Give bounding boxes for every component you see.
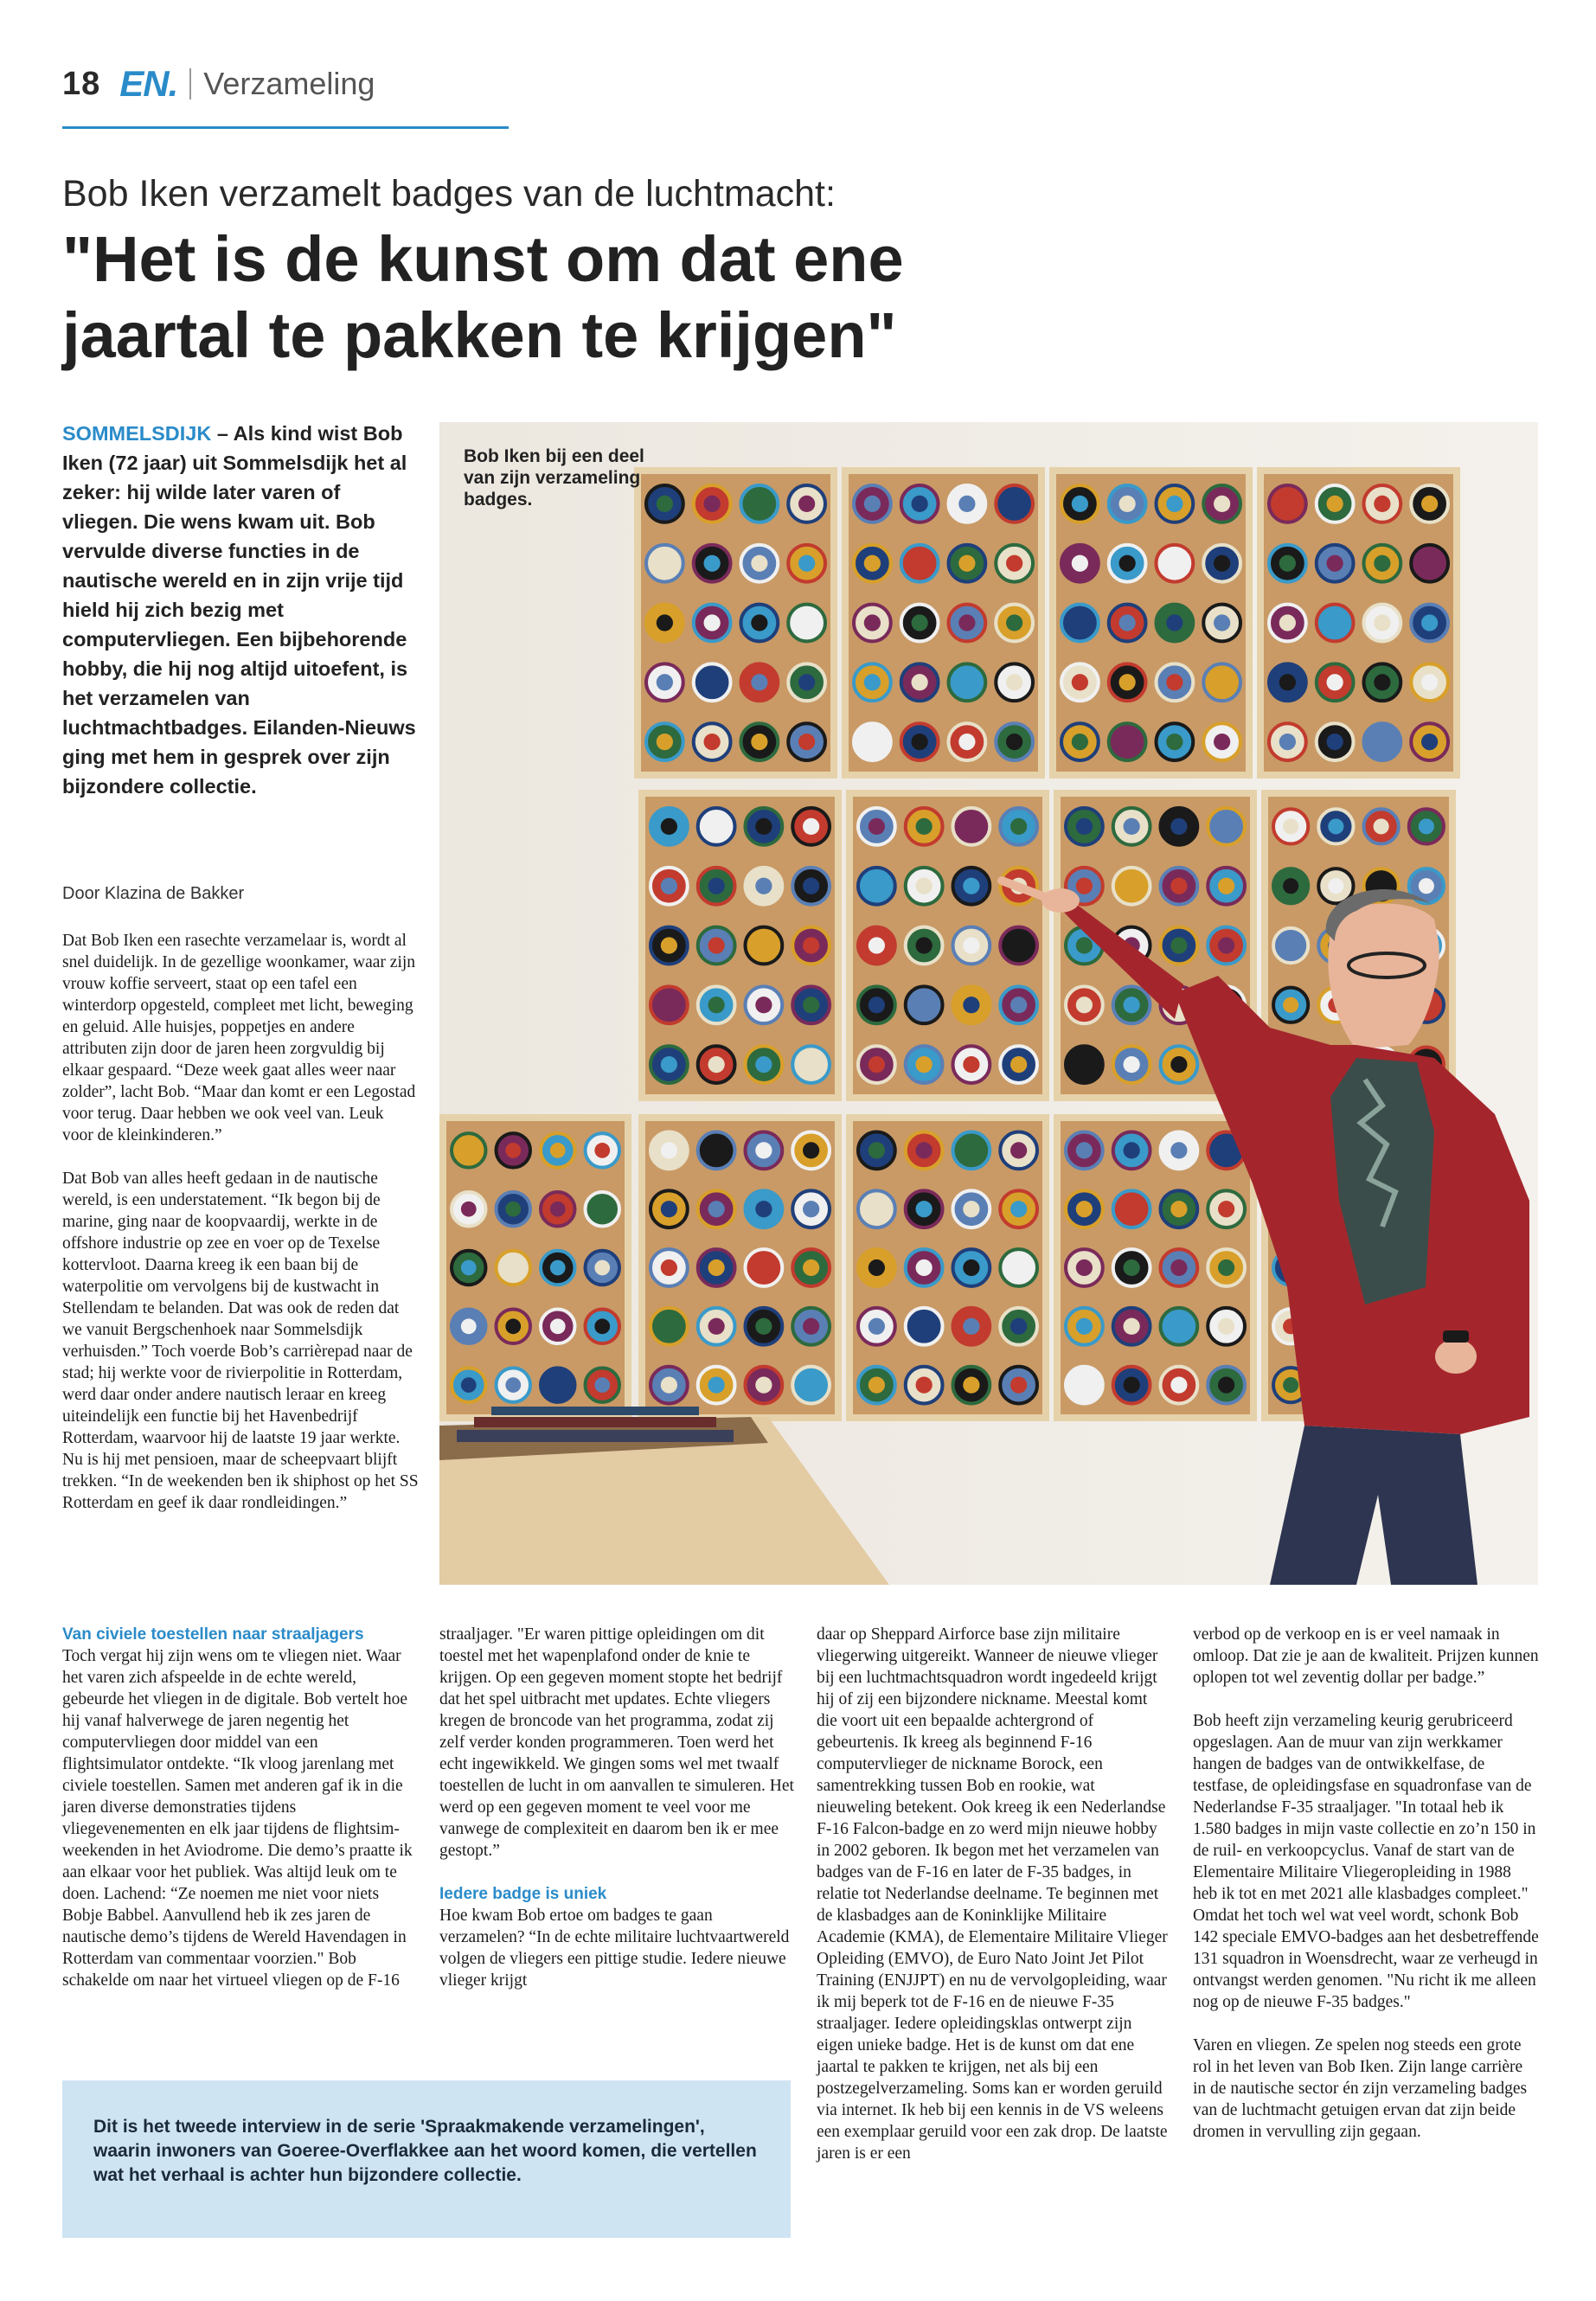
badge-emblem — [1170, 937, 1187, 953]
article-headline — [62, 221, 1360, 374]
badge-emblem — [550, 1143, 566, 1158]
badge-emblem — [661, 818, 677, 835]
badge-emblem — [657, 555, 673, 572]
badge-emblem — [505, 1143, 521, 1158]
badge-emblem — [1214, 614, 1230, 631]
badge-emblem — [594, 1260, 610, 1276]
badge-emblem — [803, 937, 819, 953]
badge-emblem — [708, 997, 725, 1013]
byline: Door Klazina de Bakker — [62, 884, 245, 903]
text-column-1 — [62, 930, 419, 1535]
badge-emblem — [755, 1376, 772, 1393]
badge-emblem — [1328, 818, 1343, 834]
badge-emblem — [916, 1201, 933, 1217]
badge-emblem — [661, 1259, 677, 1276]
badge-emblem — [1218, 1201, 1234, 1217]
badge-emblem — [1328, 878, 1343, 894]
badge-emblem — [1421, 496, 1438, 512]
badge-emblem — [755, 818, 772, 835]
badge-emblem — [912, 496, 928, 512]
badge-emblem — [1010, 1376, 1027, 1393]
badge-emblem — [869, 1056, 885, 1073]
badge-emblem — [798, 674, 815, 690]
badge-emblem — [1006, 614, 1022, 631]
badge-emblem — [1076, 878, 1093, 894]
badge-emblem — [1327, 674, 1343, 690]
badge-emblem — [1283, 818, 1298, 834]
badge-emblem — [963, 937, 979, 953]
badge-emblem — [916, 937, 933, 953]
badge-emblem — [803, 1201, 819, 1217]
badge-emblem — [916, 997, 933, 1013]
badge-emblem — [1124, 1201, 1140, 1217]
badge-emblem — [1076, 1201, 1093, 1217]
badge-emblem — [594, 1143, 610, 1158]
badge-emblem — [1170, 1056, 1187, 1073]
badge-emblem — [916, 1318, 933, 1335]
badge-emblem — [661, 878, 677, 894]
badge-emblem — [1214, 496, 1230, 512]
badge-emblem — [708, 1201, 725, 1217]
badge-emblem — [550, 1202, 566, 1217]
badge-emblem — [916, 818, 933, 835]
badge-emblem — [1166, 555, 1183, 572]
badge-emblem — [708, 1376, 725, 1393]
badge-emblem — [916, 878, 933, 894]
paragraph: Toch vergat hij zijn wens om te vliegen niet. Waar het varen zich afspeelde in de echte wereld, gebeurde het vliegen in de digitale. Bob vertelt hoe hij vanaf halverwege de jaren negentig het computervliegen door middel van een flightsimulator ontdekte. “Ik vloog jarenlang met civiele toestellen. Samen met anderen gaf ik in die jaren diverse demonstraties tijdens vliegevenementen en elk jaar tijdens de flightsim-weekenden in het Aviodrome. Die demo’s praatte ik aan elkaar voor het publiek. Was altijd leuk om te doen. Lachend: “Ze noemen me niet voor niets Bobje Babbel. Aanvullend heb ik zes jaren de nautische demo’s tijdens de Wereld Havendagen in Rotterdam van commentaar voorzien." Bob schakelde om naar het virtueel vliegen op de F-16 — [62, 1647, 413, 1990]
badge-emblem — [1327, 614, 1343, 631]
badge-emblem — [708, 818, 725, 835]
badge-emblem — [1283, 938, 1298, 953]
badge-emblem — [869, 997, 885, 1013]
badge-emblem — [869, 1142, 885, 1158]
badge-emblem — [958, 734, 975, 750]
badge-emblem — [708, 1056, 725, 1073]
badge-emblem — [963, 1142, 979, 1158]
badge-emblem — [963, 818, 979, 835]
paragraph: Varen en vliegen. Ze spelen nog steeds een grote rol in het leven van Bob Iken. Zijn lange carrière in de nautische sector én zijn verzameling badges van de luchtmacht getuigen ervan dat zijn beide dromen in vervulling zijn gegaan. — [1193, 2036, 1528, 2141]
page-number: 18 — [62, 65, 101, 102]
badge-emblem — [1076, 1376, 1093, 1393]
badge-emblem — [869, 1201, 885, 1217]
badge-emblem — [1119, 496, 1136, 512]
badge-emblem — [1218, 1376, 1234, 1393]
badge-emblem — [657, 674, 673, 690]
badge-emblem — [958, 496, 975, 512]
badge-emblem — [1010, 818, 1027, 835]
badge-emblem — [1124, 1056, 1140, 1073]
badge-emblem — [1072, 734, 1088, 750]
badge-emblem — [1419, 818, 1434, 834]
badge-emblem — [912, 614, 928, 631]
badge-emblem — [864, 614, 881, 631]
badge-emblem — [661, 1318, 677, 1335]
badge-emblem — [1076, 1259, 1093, 1276]
text-column-3 — [817, 1624, 1171, 2164]
badge-emblem — [1279, 555, 1296, 572]
badge-emblem — [803, 1142, 819, 1158]
badge-emblem — [594, 1202, 610, 1217]
badge-emblem — [1076, 937, 1093, 953]
header-rule — [62, 126, 509, 129]
badge-emblem — [963, 878, 979, 894]
badge-emblem — [963, 1318, 979, 1335]
badge-emblem — [1218, 818, 1234, 835]
badge-emblem — [661, 1376, 677, 1393]
paragraph: Dat Bob van alles heeft gedaan in de nautische wereld, is een understatement. “Ik begon bij de marine, ging naar de koopvaardij, werkte in de offshore industrie op zee en voer op de Texelse kottervloot. Daarna kreeg ik een baan bij de waterpolitie om vervolgens bij de kustwacht in Stellendam te belanden. Dat was ook de reden dat we vanuit Bergschenhoek naar Sommelsdijk verhuisden.” Toch voerde Bob’s carrièrepad naar de stad; hij werkte voor de rivierpolitie in Rotterdam, werd daar onder andere nautisch leraar en kreeg uiteindelijk een functie bij het Havenbedrijf Rotterdam, waarvoor hij de laatste 19 jaar werkte. Nu is hij met pensioen, maar de scheepvaart blijft trekken. “In de weekenden ben ik shiphost op het SS Rotterdam en geef ik daar rondleidingen.” — [62, 1170, 419, 1512]
badge-emblem — [1006, 734, 1022, 750]
badge-emblem — [1124, 1376, 1140, 1393]
header-divider — [189, 68, 191, 99]
badge-emblem — [1283, 878, 1298, 894]
badge-emblem — [1170, 1376, 1187, 1393]
badge-emblem — [803, 1318, 819, 1335]
paragraph: daar op Sheppard Airforce base zijn militaire vliegerwing uitgereikt. Wanneer de nieuwe vlieger bij een luchtmachtsquadron wordt ingedeeld krijgt hij of zij een bijzondere nickname. Meestal komt die voort uit een bepaalde achtergrond of gebeurtenis. Ik kreeg als beginnend F-16 computervlieger de nickname Borock, een samentrekking tussen Bob en rookie, wat nieuweling betekent. Ook kreeg ik een Nederlandse F-16 Falcon-badge en zo werd mijn nieuwe hobby in 2002 geboren. Ik begon met het verzamelen van badges van de F-16 en later de F-35 badges, in relatie tot Nederlandse deelname. Te beginnen met de klasbadges aan de Koninklijke Militaire Academie (KMA), de Elementaire Militaire Vlieger Opleiding (EMVO), de Euro Nato Joint Jet Pilot Training (ENJJPT) en nu de vervolgopleiding, waar ik mij beperk tot de F-16 en de nieuwe F-35 straaljager. Iedere opleidingsklas ontwerpt zijn eigen unieke badge. Het is de kunst om dat ene jaartal te pakken te krijgen, net als bij een postzegelverzameling. Soms kan er worden geruild via internet. Ik heb bij een kennis in de VS weleens een exemplaar geruild voor een zak drop. De laatste jaren is er een — [817, 1625, 1168, 2163]
headline-line-2: jaartal te pakken te krijgen" — [62, 299, 897, 371]
badge-emblem — [1170, 1259, 1187, 1276]
badge-emblem — [1076, 1318, 1093, 1335]
badge-emblem — [1166, 734, 1183, 750]
badge-emblem — [1374, 674, 1390, 690]
badge-emblem — [912, 674, 928, 690]
badge-emblem — [1327, 555, 1343, 572]
badge-emblem — [1119, 734, 1136, 750]
badge-wall-photo — [439, 422, 1538, 1585]
badge-emblem — [704, 614, 721, 631]
badge-emblem — [1218, 1142, 1234, 1158]
text-column-4 — [1193, 1624, 1539, 2143]
badge-emblem — [1124, 1318, 1140, 1335]
badge-emblem — [1010, 1259, 1027, 1276]
badge-emblem — [1076, 997, 1093, 1013]
badge-emblem — [1374, 818, 1389, 834]
badge-emblem — [1010, 1056, 1027, 1073]
badge-emblem — [751, 496, 767, 512]
badge-emblem — [661, 1142, 677, 1158]
badge-emblem — [1124, 1259, 1140, 1276]
badge-emblem — [1072, 674, 1088, 690]
subhead-civiele: Van civiele toestellen naar straaljagers — [62, 1625, 364, 1644]
paragraph: Hoe kwam Bob ertoe om badges te gaan verzamelen? “In de echte militaire luchtvaartwereld volgen de vliegers een pittige studie. Iedere nieuwe vlieger krijgt — [439, 1907, 790, 1990]
badge-emblem — [755, 1201, 772, 1217]
badge-emblem — [1283, 997, 1298, 1013]
badge-emblem — [657, 614, 673, 631]
badge-emblem — [1072, 496, 1088, 512]
badge-emblem — [1279, 496, 1296, 512]
badge-emblem — [864, 496, 881, 512]
badge-emblem — [704, 734, 721, 750]
badge-emblem — [803, 818, 819, 835]
badge-emblem — [1421, 674, 1438, 690]
badge-emblem — [1006, 496, 1022, 512]
badge-emblem — [755, 878, 772, 894]
badge-emblem — [751, 614, 767, 631]
badge-emblem — [594, 1377, 610, 1393]
badge-emblem — [916, 1142, 933, 1158]
badge-emblem — [461, 1202, 477, 1217]
badge-emblem — [798, 555, 815, 572]
badge-emblem — [912, 734, 928, 750]
badge-emblem — [1072, 555, 1088, 572]
badge-emblem — [751, 674, 767, 690]
badge-emblem — [1166, 674, 1183, 690]
badge-emblem — [963, 1056, 979, 1073]
badge-emblem — [803, 997, 819, 1013]
badge-emblem — [1374, 614, 1390, 631]
badge-emblem — [1374, 555, 1390, 572]
badge-emblem — [798, 614, 815, 631]
badge-emblem — [708, 1259, 725, 1276]
badge-emblem — [1010, 937, 1027, 953]
text-column-1-bottom — [62, 1624, 419, 1991]
badge-emblem — [594, 1318, 610, 1334]
badge-emblem — [803, 1376, 819, 1393]
dateline-place: SOMMELSDIJK — [62, 422, 212, 445]
badge-emblem — [1218, 878, 1234, 894]
article-kicker: Bob Iken verzamelt badges van de luchtmacht: — [62, 173, 836, 215]
badge-emblem — [1010, 997, 1027, 1013]
badge-emblem — [661, 937, 677, 953]
badge-emblem — [1374, 496, 1390, 512]
badge-emblem — [1010, 1201, 1027, 1217]
badge-emblem — [708, 937, 725, 953]
badge-emblem — [803, 1056, 819, 1073]
badge-emblem — [963, 1259, 979, 1276]
badge-emblem — [1010, 1142, 1027, 1158]
badge-emblem — [1166, 496, 1183, 512]
badge-emblem — [963, 1201, 979, 1217]
badge-emblem — [916, 1056, 933, 1073]
badge-emblem — [1010, 1318, 1027, 1335]
badge-emblem — [550, 1377, 566, 1393]
badge-emblem — [912, 555, 928, 572]
badge-emblem — [1124, 818, 1140, 835]
series-info-box: Dit is het tweede interview in de serie 'Spraakmakende verzamelingen', waarin inwoners van Goeree-Overflakkee aan het woord komen, die vertellen wat het verhaal is achter hun bijzondere collectie. — [62, 2080, 791, 2238]
badge-emblem — [1170, 818, 1187, 835]
badge-emblem — [505, 1318, 521, 1334]
badge-emblem — [958, 614, 975, 631]
paragraph: Dat Bob Iken een rasechte verzamelaar is, wordt al snel duidelijk. In de gezellige woonkamer, waar zijn vrouw koffie serveert, staat op een tafel een winterdorp opgesteld, compleet met licht, beweging en geluid. Alle huisjes, poppetjes en andere attributen zijn door de jaren heen zorgvuldig bij elkaar gespaard. “Deze week gaat alles weer naar zolder”, lacht Bob. “Maar dan komt er een Legostad voor terug. Daar hebben we ook veel van. Leuk voor de kleinkinderen.” — [62, 932, 416, 1144]
badge-emblem — [1421, 555, 1438, 572]
badge-emblem — [1421, 734, 1438, 750]
badge-emblem — [1124, 878, 1140, 894]
badge-emblem — [798, 496, 815, 512]
page-header — [62, 62, 375, 106]
badge-emblem — [1283, 1377, 1298, 1393]
badge-emblem — [755, 997, 772, 1013]
badge-emblem — [869, 1259, 885, 1276]
badge-emblem — [755, 937, 772, 953]
badge-emblem — [1279, 614, 1296, 631]
badge-emblem — [657, 734, 673, 750]
badge-emblem — [708, 1318, 725, 1335]
badge-emblem — [963, 997, 979, 1013]
badge-emblem — [1166, 614, 1183, 631]
badge-emblem — [661, 1201, 677, 1217]
badge-emblem — [963, 1376, 979, 1393]
badge-emblem — [550, 1260, 566, 1276]
badge-emblem — [751, 555, 767, 572]
section-label: Verzameling — [203, 66, 375, 101]
paragraph: verbod op de verkoop en is er veel namaak in omloop. Dat zie je aan de kwaliteit. Prijzen kunnen oplopen tot wel zeventig dollar per badge.” — [1193, 1625, 1539, 1687]
badge-emblem — [1076, 1056, 1093, 1073]
badge-emblem — [755, 1259, 772, 1276]
badge-emblem — [869, 937, 885, 953]
badge-emblem — [1218, 937, 1234, 953]
badge-emblem — [958, 674, 975, 690]
article-intro — [62, 419, 417, 801]
badge-emblem — [958, 555, 975, 572]
badge-emblem — [1076, 818, 1093, 835]
badge-emblem — [869, 818, 885, 835]
paragraph: Bob heeft zijn verzameling keurig gerubriceerd opgeslagen. Aan de muur van zijn werkkamer hangen de badges van de ontwikkelfase, de testfase, de opleidingsfase en squadronfase van de Nederlandse F-35 straaljager. "In totaal heb ik 1.580 badges in mijn vaste collectie en zo’n 150 in de ruil- en verkoopcyclus. Vanaf de start van de Elementaire Militaire Vliegeropleiding in 1988 heb ik tot en met 2021 alle klasbadges compleet." Omdat het toch wel wat veel wordt, schonk Bob 142 speciale EMVO-badges aan het desbetreffende 131 squadron in Woensdrecht, waar ze verheugd in ontvangst werden genomen. "Nu richt ik me alleen nog op de nieuwe F-35 badges." — [1193, 1712, 1539, 2011]
badge-emblem — [1214, 674, 1230, 690]
badge-emblem — [661, 997, 677, 1013]
badge-emblem — [708, 878, 725, 894]
badge-emblem — [1170, 1142, 1187, 1158]
badge-emblem — [1421, 614, 1438, 631]
badge-emblem — [751, 734, 767, 750]
badge-emblem — [1214, 555, 1230, 572]
badge-emblem — [505, 1202, 521, 1217]
badge-emblem — [803, 1259, 819, 1276]
badge-emblem — [755, 1318, 772, 1335]
paragraph: straaljager. "Er waren pittige opleidingen om dit toestel met het wapenplafond onder de knie te krijgen. Op een gegeven moment stopte het bedrijf dat het spel uitbracht met updates. Echte vliegers kregen de broncode van het programma, zodat zij zelf verder konden programmeren. Toen werd het echt ingewikkeld. We gingen soms wel met twaalf toestellen de lucht in om aanvallen te simuleren. Het werd op een gegeven moment te veel voor me vanwege de complexiteit en daarom ben ik er mee gestopt.” — [439, 1625, 794, 1860]
badge-emblem — [704, 496, 721, 512]
badge-emblem — [657, 496, 673, 512]
badge-emblem — [1327, 734, 1343, 750]
badge-emblem — [1119, 674, 1136, 690]
badge-emblem — [1170, 1201, 1187, 1217]
badge-emblem — [704, 674, 721, 690]
badge-emblem — [869, 1376, 885, 1393]
badge-emblem — [1214, 734, 1230, 750]
badge-emblem — [1218, 1259, 1234, 1276]
badge-emblem — [1006, 555, 1022, 572]
badge-emblem — [803, 878, 819, 894]
badge-emblem — [1279, 734, 1296, 750]
badge-emblem — [704, 555, 721, 572]
badge-emblem — [708, 1142, 725, 1158]
badge-emblem — [1374, 734, 1390, 750]
subhead-uniek: Iedere badge is uniek — [439, 1885, 607, 1903]
text-column-2 — [439, 1624, 794, 1991]
badge-emblem — [755, 1142, 772, 1158]
badge-emblem — [661, 1056, 677, 1073]
badge-emblem — [1279, 674, 1296, 690]
badge-emblem — [864, 555, 881, 572]
photo-caption: Bob Iken bij een deel van zijn verzameling badges. — [464, 446, 644, 510]
headline-line-1: "Het is de kunst om dat ene — [62, 223, 904, 295]
badge-emblem — [798, 734, 815, 750]
badge-emblem — [505, 1260, 521, 1276]
badge-emblem — [916, 1259, 933, 1276]
badge-emblem — [869, 1318, 885, 1335]
badge-emblem — [461, 1260, 477, 1276]
badge-emblem — [1419, 878, 1434, 894]
badge-emblem — [869, 878, 885, 894]
intro-text: – Als kind wist Bob Iken (72 jaar) uit Sommelsdijk het al zeker: hij wilde later varen of vliegen. Die wens kwam uit. Bob vervulde diverse functies in de nautische wereld en in zijn vrije tijd hield hij zich bezig met computervliegen. Een bijbehorende hobby, die hij nog altijd uitoefent, is het verzamelen van luchtmachtbadges. Eilanden-Nieuws ging met hem in gesprek over zijn bijzondere collectie. — [62, 422, 416, 798]
badge-emblem — [1124, 997, 1140, 1013]
badge-emblem — [1072, 614, 1088, 631]
badge-emblem — [1006, 674, 1022, 690]
badge-emblem — [1327, 496, 1343, 512]
badge-emblem — [1119, 614, 1136, 631]
badge-emblem — [461, 1143, 477, 1158]
badge-emblem — [505, 1377, 521, 1393]
badge-emblem — [1218, 1318, 1234, 1335]
badge-emblem — [1170, 878, 1187, 894]
badge-emblem — [755, 1056, 772, 1073]
article-photo — [439, 422, 1538, 1585]
badge-emblem — [864, 734, 881, 750]
badge-emblem — [1119, 555, 1136, 572]
badge-emblem — [916, 1376, 933, 1393]
badge-emblem — [461, 1377, 477, 1393]
badge-emblem — [1124, 1142, 1140, 1158]
badge-emblem — [1170, 1318, 1187, 1335]
badge-emblem — [864, 674, 881, 690]
badge-emblem — [461, 1318, 477, 1334]
newspaper-logo: EN. — [119, 63, 178, 104]
badge-emblem — [550, 1318, 566, 1334]
badge-emblem — [1076, 1142, 1093, 1158]
